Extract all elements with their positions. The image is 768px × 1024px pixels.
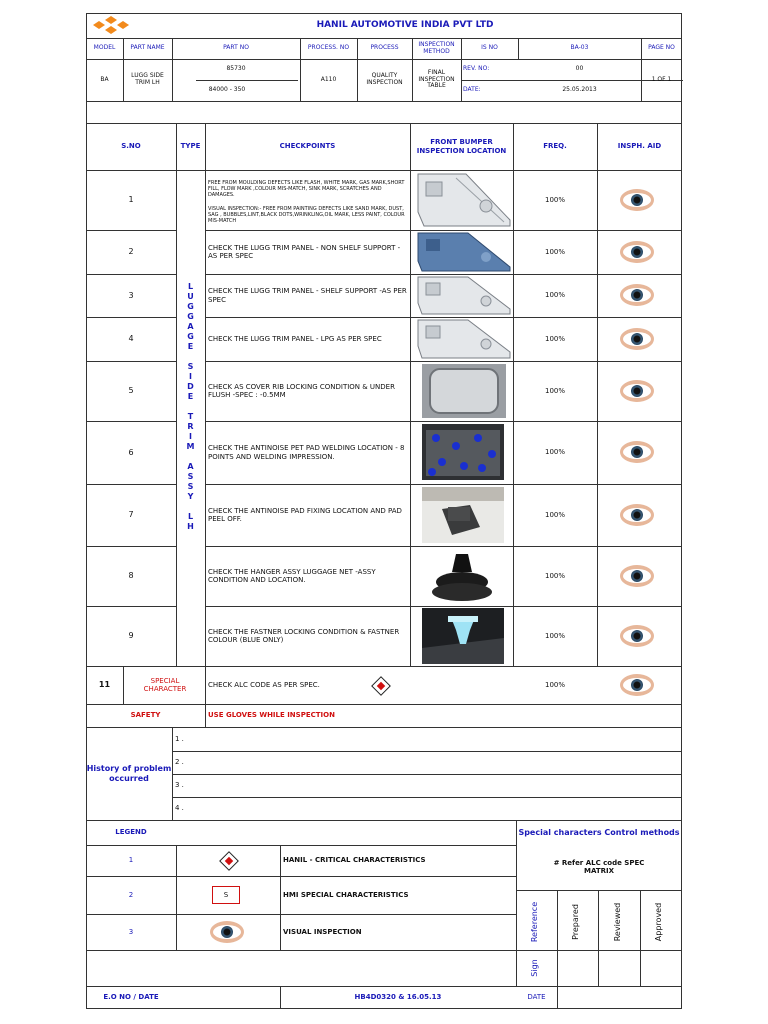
type-vertical-letter: I <box>189 432 192 441</box>
refer-note: # Refer ALC code SPEC MATRIX <box>553 858 645 875</box>
eye-icon <box>620 441 654 463</box>
eye-icon <box>620 625 654 647</box>
history-item-2: 2 . <box>175 758 184 767</box>
type-vertical-letter: H <box>187 522 194 531</box>
row-6-check: CHECK THE ANTINOISE PET PAD WELDING LOCATION - 8 POINTS AND WELDING IMPRESSION. <box>208 444 405 461</box>
type-vertical-letter <box>189 502 192 512</box>
type-vertical-letter: L <box>187 282 194 291</box>
label-inspection-method: INSPECTION METHOD <box>418 40 455 55</box>
type-vertical-letter: E <box>187 392 194 401</box>
row-1-part-image <box>416 172 512 228</box>
col-sno: S.NO <box>121 142 141 151</box>
label-process-no: PROCESS. NO <box>307 44 350 52</box>
label-rev-no: REV. NO: <box>463 65 490 73</box>
sign-header-reference: Reference <box>530 901 539 943</box>
special-character-label: SPECIAL CHARACTER <box>143 676 187 693</box>
type-vertical-letter: S <box>187 362 194 371</box>
model-value: BA <box>100 75 109 83</box>
row-8-sno: 8 <box>128 571 134 581</box>
row-2-check: CHECK THE LUGG TRIM PANEL - NON SHELF SUPPORT - AS PER SPEC <box>208 243 401 260</box>
label-model: MODEL <box>93 44 116 52</box>
row-4-freq: 100% <box>544 334 565 343</box>
inspection-method-value: FINAL INSPECTION TABLE <box>418 68 455 90</box>
eo-label: E.O NO / DATE <box>103 993 159 1002</box>
row-9-freq: 100% <box>544 631 565 640</box>
sign-label: Sign <box>530 959 539 977</box>
process-no-value: A110 <box>320 75 337 83</box>
safety-text: USE GLOVES WHILE INSPECTION <box>208 711 335 720</box>
col-insp-aid: INSPH. AID <box>617 142 662 151</box>
type-vertical-letter <box>189 452 192 462</box>
row-1-freq: 100% <box>544 195 565 204</box>
row-8-freq: 100% <box>544 571 565 580</box>
row-5-check: CHECK AS COVER RIB LOCKING CONDITION & UNDER FLUSH -SPEC : -0.5MM <box>208 382 395 399</box>
row-9-check: CHECK THE FASTNER LOCKING CONDITION & FASTNER COLOUR (BLUE ONLY) <box>208 627 400 644</box>
label-part-no: PART NO <box>223 44 249 52</box>
legend-text-2: HMI SPECIAL CHARACTERISTICS <box>283 890 409 899</box>
type-vertical-letter: A <box>187 462 194 471</box>
row-8-check: CHECK THE HANGER ASSY LUGGAGE NET -ASSY CONDITION AND LOCATION. <box>208 567 376 584</box>
eye-icon <box>620 328 654 350</box>
col-checkpoints: CHECKPOINTS <box>279 142 336 151</box>
row-6-freq: 100% <box>544 448 565 457</box>
part-no-value-2: 84000 - 350 <box>208 86 246 94</box>
type-vertical-letter: D <box>187 382 194 391</box>
eye-icon <box>620 380 654 402</box>
history-item-4: 4 . <box>175 804 184 813</box>
eye-icon <box>210 921 244 943</box>
label-process: PROCESS <box>370 44 399 52</box>
row-1-sno: 1 <box>128 195 134 205</box>
label-date: DATE: <box>463 86 481 94</box>
legend-s-box: S <box>212 886 240 904</box>
legend-no-1: 1 <box>128 856 134 865</box>
type-vertical-letter <box>189 402 192 412</box>
row-11-freq: 100% <box>544 680 565 689</box>
type-vertical-letter: E <box>187 342 194 351</box>
eo-value: HB4D0320 & 16.05.13 <box>354 993 442 1002</box>
page-value: 1 OF 1 <box>651 75 672 83</box>
row-6-sno: 6 <box>128 447 134 457</box>
legend-title: LEGEND <box>115 828 147 837</box>
sign-header-prepared: Prepared <box>571 904 580 940</box>
type-vertical-letter: S <box>187 472 194 481</box>
row-4-sno: 4 <box>128 334 134 344</box>
legend-no-2: 2 <box>128 890 134 899</box>
history-label: History of problem occurred <box>86 764 172 783</box>
type-vertical-letter: T <box>187 412 194 421</box>
legend-text-3: VISUAL INSPECTION <box>283 927 362 936</box>
row-5-sno: 5 <box>128 386 134 396</box>
type-vertical-letter: G <box>187 312 194 321</box>
row-7-sno: 7 <box>128 510 134 520</box>
safety-label: SAFETY <box>130 711 161 720</box>
legend-text-1: HANIL - CRITICAL CHARACTERISTICS <box>283 856 426 865</box>
row-7-freq: 100% <box>544 510 565 519</box>
row-1-check-a: FREE FROM MOULDING DEFECTS LIKE FLASH, WHITE MARK, GAS MARK,SHORT FILL, FLOW MARK ,COLOUR MIS-MATCH, SINK MARK, SCRATCHES AND DAMAGES. <box>208 180 405 198</box>
row-2-freq: 100% <box>544 247 565 256</box>
row-2-part-image <box>416 231 512 273</box>
row-5-cover-image <box>422 364 506 418</box>
type-vertical-text <box>176 282 205 532</box>
row-4-check: CHECK THE LUGG TRIM PANEL - LPG AS PER SPEC <box>208 334 382 343</box>
type-vertical-letter: S <box>187 482 194 491</box>
type-vertical-letter: M <box>186 442 195 451</box>
part-name-value: LUGG SIDE TRIM LH <box>131 72 164 86</box>
label-part-name: PART NAME <box>130 44 165 52</box>
eye-icon <box>620 504 654 526</box>
row-1-check-b: VISUAL INSPECTION:- FREE FROM PAINTING DEFECTS LIKE SAND MARK, DUST, SAG , BUBBLES,LINT,BLACK DOTS,WRINKLING,OIL MARK, LESS PAINT, COLOUR MIS-MATCH <box>208 206 405 224</box>
row-7-pad-image <box>422 487 504 543</box>
history-item-3: 3 . <box>175 781 184 790</box>
process-value: QUALITY INSPECTION <box>366 72 403 86</box>
row-6-pad-image <box>422 424 504 480</box>
row-3-sno: 3 <box>128 290 134 300</box>
type-vertical-letter: Y <box>187 492 194 501</box>
row-4-part-image <box>416 318 512 360</box>
rev-no-value: 00 <box>575 65 584 73</box>
eye-icon <box>620 674 654 696</box>
row-7-check: CHECK THE ANTINOISE PAD FIXING LOCATION AND PAD PEEL OFF. <box>208 506 402 523</box>
type-vertical-letter <box>189 352 192 362</box>
row-8-hanger-image <box>422 548 504 604</box>
eye-icon <box>620 189 654 211</box>
type-vertical-letter: U <box>187 292 194 301</box>
sign-header-reviewed: Reviewed <box>613 902 622 942</box>
eye-icon <box>620 565 654 587</box>
label-page-no: PAGE NO <box>648 44 675 52</box>
type-vertical-letter: A <box>187 322 194 331</box>
row-2-sno: 2 <box>128 247 134 257</box>
sign-header-approved: Approved <box>654 902 663 942</box>
type-vertical-letter: L <box>187 512 194 521</box>
date-value: 25.05.2013 <box>562 86 597 94</box>
col-freq: FREQ. <box>543 142 567 151</box>
eye-icon <box>620 241 654 263</box>
label-is-no: IS NO <box>481 44 498 52</box>
row-3-check: CHECK THE LUGG TRIM PANEL - SHELF SUPPORT -AS PER SPEC <box>208 287 407 304</box>
row-3-freq: 100% <box>544 291 565 300</box>
company-name: HANIL AUTOMOTIVE INDIA PVT LTD <box>316 20 494 31</box>
row-5-freq: 100% <box>544 386 565 395</box>
row-9-sno: 9 <box>128 631 134 641</box>
history-item-1: 1 . <box>175 734 184 743</box>
row-9-fastner-image <box>422 608 504 664</box>
type-vertical-letter: I <box>189 372 192 381</box>
col-location: FRONT BUMPER INSPECTION LOCATION <box>416 138 507 155</box>
col-type: TYPE <box>180 142 201 151</box>
control-methods-title: Special characters Control methods <box>518 827 680 837</box>
type-vertical-letter: G <box>187 332 194 341</box>
row-11-check: CHECK ALC CODE AS PER SPEC. <box>208 680 320 689</box>
part-no-value-1: 85730 <box>226 65 246 73</box>
is-no-value: BA-03 <box>570 44 589 52</box>
eye-icon <box>620 284 654 306</box>
row-3-part-image <box>416 275 512 316</box>
row-11-sno: 11 <box>98 680 111 690</box>
legend-no-3: 3 <box>128 927 134 936</box>
type-vertical-letter: R <box>187 422 194 431</box>
date-footer-label: DATE <box>527 993 546 1002</box>
type-vertical-letter: G <box>187 302 194 311</box>
